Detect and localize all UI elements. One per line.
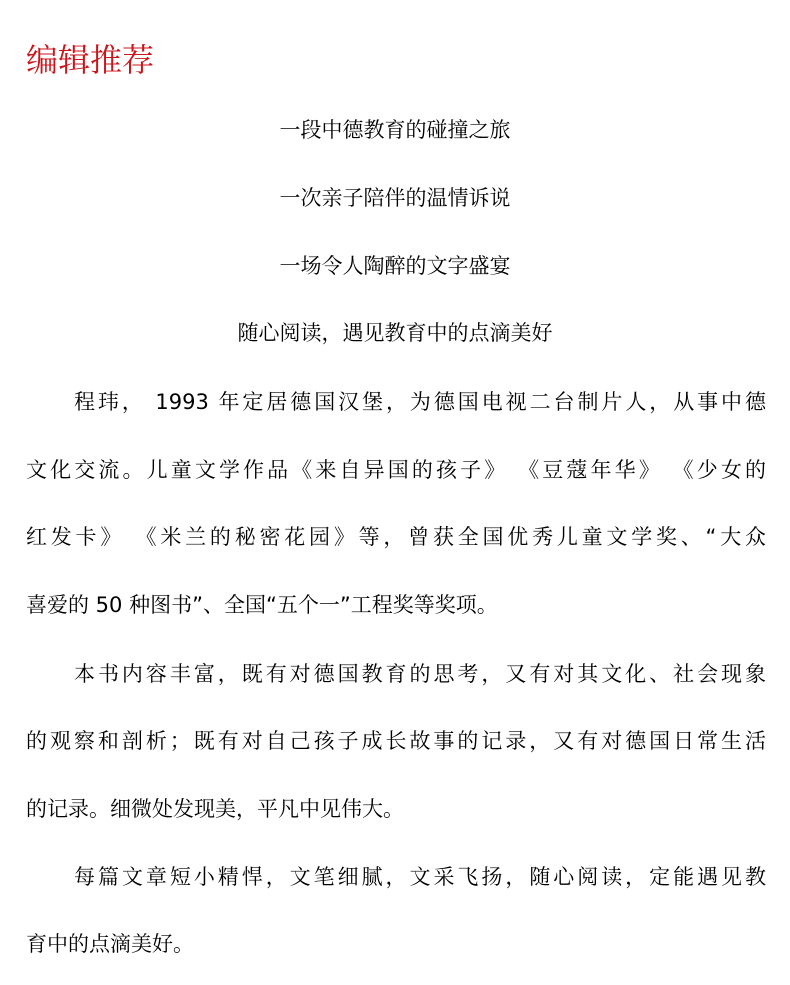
text-line: 每篇文章短小精悍，文笔细腻，文采飞扬，随心阅读，定能遇见教 (74, 865, 766, 889)
text-line: 程玮， 1993 年定居德国汉堡，为德国电视二台制片人，从事中德 (74, 390, 766, 414)
text-line: 喜爱的 50 种图书”、全国“五个一”工程奖等奖项。 (26, 593, 498, 617)
text-line: 的记录。细微处发现美，平凡中见伟大。 (26, 797, 404, 821)
tagline: 一场令人陶醉的文字盛宴 (279, 254, 511, 278)
text-line: 本书内容丰富，既有对德国教育的思考，又有对其文化、社会现象 (74, 662, 766, 686)
text-line: 育中的点滴美好。 (26, 932, 194, 956)
section-heading: 编辑推荐 (26, 41, 155, 79)
tagline: 一段中德教育的碰撞之旅 (279, 118, 511, 142)
text-line: 文化交流。儿童文学作品《来自异国的孩子》 《豆蔻年华》 《少女的 (26, 458, 766, 482)
text-line: 的观察和剖析；既有对自己孩子成长故事的记录，又有对德国日常生活 (26, 729, 766, 753)
text-line: 红发卡》 《米兰的秘密花园》等，曾获全国优秀儿童文学奖、“大众 (26, 525, 766, 549)
tagline: 一次亲子陪伴的温情诉说 (279, 186, 511, 210)
tagline: 随心阅读，遇见教育中的点滴美好 (237, 321, 553, 345)
